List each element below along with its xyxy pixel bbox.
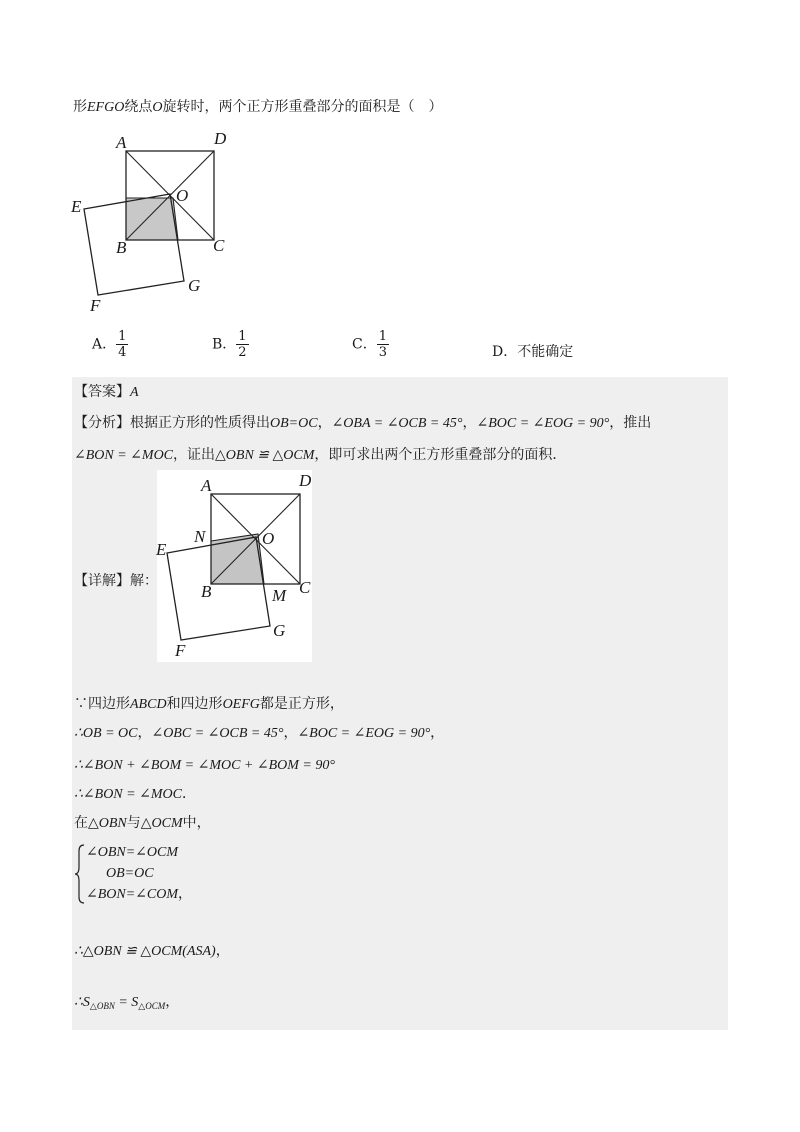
numerator: 1 — [238, 329, 247, 344]
label-f: F — [175, 641, 186, 660]
analysis-math: △OBN ≌ △OCM — [215, 448, 315, 463]
stem-text: 形 — [73, 99, 87, 115]
detail-step-6 — [74, 942, 230, 961]
analysis-text: ，推出 — [609, 415, 652, 431]
step-subscript: △OCM — [138, 1001, 166, 1011]
detail-step-7 — [74, 993, 179, 1015]
option-a — [92, 329, 128, 360]
answer-tag: 【答案】 — [74, 384, 130, 400]
step-text: ， — [215, 943, 230, 959]
denominator: 4 — [118, 345, 127, 360]
step-math: = S — [114, 995, 139, 1010]
stem-math: O — [152, 100, 163, 115]
step-math: △OCM — [140, 816, 183, 831]
question-stem — [73, 98, 442, 117]
analysis-math: ∠BOC = ∠EOG = 90° — [476, 416, 610, 431]
option-text: 不能确定 — [517, 344, 574, 360]
step-text: ， — [165, 994, 180, 1010]
step-text: ， — [430, 725, 445, 741]
step-text: 都是正方形， — [259, 696, 344, 712]
label-e: E — [156, 540, 167, 559]
denominator: 3 — [378, 345, 387, 360]
detail-heading — [74, 572, 158, 590]
detail-step-3 — [74, 756, 335, 775]
label-o: O — [176, 186, 189, 205]
step-text: 中， — [182, 815, 211, 831]
label-b: B — [201, 582, 212, 601]
option-letter: B． — [212, 336, 237, 353]
step-text: ， — [283, 725, 298, 741]
analysis-line-2 — [74, 446, 566, 465]
step-text: ． — [181, 786, 196, 802]
detail-step-1 — [74, 695, 344, 714]
system-eq-1 — [86, 843, 178, 862]
option-c — [352, 329, 389, 360]
label-g: G — [273, 621, 286, 640]
detail-figure — [157, 470, 312, 662]
step-math: ∠OBC = ∠OCB = 45° — [151, 726, 284, 741]
analysis-math: ∠BON = ∠MOC — [74, 448, 174, 463]
label-g: G — [188, 276, 201, 295]
step-math: ∴OB = OC — [74, 726, 138, 741]
detail-step-2 — [74, 724, 444, 743]
question-figure — [60, 128, 240, 318]
detail-step-4 — [74, 785, 196, 804]
step-text: ， — [137, 725, 152, 741]
numerator: 1 — [378, 329, 387, 344]
overlap-region — [126, 198, 178, 240]
step-text: 与 — [126, 815, 141, 831]
step-math: ∠BON=∠COM — [86, 887, 179, 902]
step-math: ∴△OBN ≌ △OCM(ASA) — [74, 944, 216, 959]
step-math: ABCD — [130, 697, 167, 712]
step-math: ∴S — [74, 995, 90, 1010]
analysis-text: ，即可求出两个正方形重叠部分的面积． — [314, 447, 567, 463]
label-a: A — [116, 133, 127, 152]
label-d: D — [299, 471, 312, 490]
analysis-tag: 【分析】 — [74, 415, 130, 431]
option-letter: C． — [352, 336, 377, 353]
label-f: F — [90, 296, 101, 315]
option-fraction — [377, 329, 389, 360]
step-math: ∴∠BON = ∠MOC — [74, 787, 182, 802]
stem-text: 旋转时，两个正方形重叠部分的面积是（ ） — [162, 99, 443, 115]
step-text: 在 — [74, 815, 88, 831]
label-a: A — [201, 476, 212, 495]
option-letter: D． — [492, 344, 518, 360]
answer-line — [74, 383, 139, 402]
denominator: 2 — [238, 345, 247, 360]
step-math: OEFG — [222, 697, 260, 712]
step-text: ， — [178, 886, 193, 902]
step-text: 和四边形 — [166, 696, 223, 712]
label-c: C — [299, 578, 311, 597]
step-math: OB=OC — [106, 866, 154, 881]
label-b: B — [116, 238, 127, 257]
answer-value: A — [130, 385, 139, 400]
system-eq-2 — [106, 864, 154, 883]
option-d — [492, 343, 573, 361]
analysis-text: 根据正方形的性质得出 — [130, 415, 270, 431]
analysis-math: OB=OC — [270, 416, 318, 431]
stem-math: EFGO — [87, 100, 125, 115]
analysis-line-1 — [74, 414, 651, 433]
system-eq-3 — [86, 885, 192, 904]
step-math: ∠BOC = ∠EOG = 90° — [297, 726, 431, 741]
step-math: △OBN — [88, 816, 127, 831]
analysis-text: ， — [462, 415, 477, 431]
label-e: E — [71, 197, 82, 216]
label-m: M — [272, 586, 287, 605]
detail-intro: 解： — [130, 573, 158, 589]
label-n: N — [194, 527, 206, 546]
detail-step-5 — [74, 814, 211, 833]
step-math: ∴∠BON + ∠BOM = ∠MOC + ∠BOM = 90° — [74, 758, 335, 773]
step-math: ∠OBN=∠OCM — [86, 845, 179, 860]
step-text: ∵四边形 — [74, 696, 130, 712]
detail-tag: 【详解】 — [74, 573, 130, 589]
numerator: 1 — [118, 329, 127, 344]
option-fraction — [116, 329, 128, 360]
stem-text: 绕点 — [124, 99, 153, 115]
analysis-text: ， — [317, 415, 332, 431]
label-d: D — [214, 129, 227, 148]
label-o: O — [262, 529, 275, 548]
step-subscript: △OBN — [89, 1001, 115, 1011]
option-b — [212, 329, 249, 360]
label-c: C — [213, 236, 225, 255]
analysis-text: ，证出 — [173, 447, 216, 463]
analysis-math: ∠OBA = ∠OCB = 45° — [331, 416, 463, 431]
option-fraction — [236, 329, 248, 360]
system-brace-icon — [74, 843, 86, 905]
option-letter: A． — [92, 336, 117, 353]
